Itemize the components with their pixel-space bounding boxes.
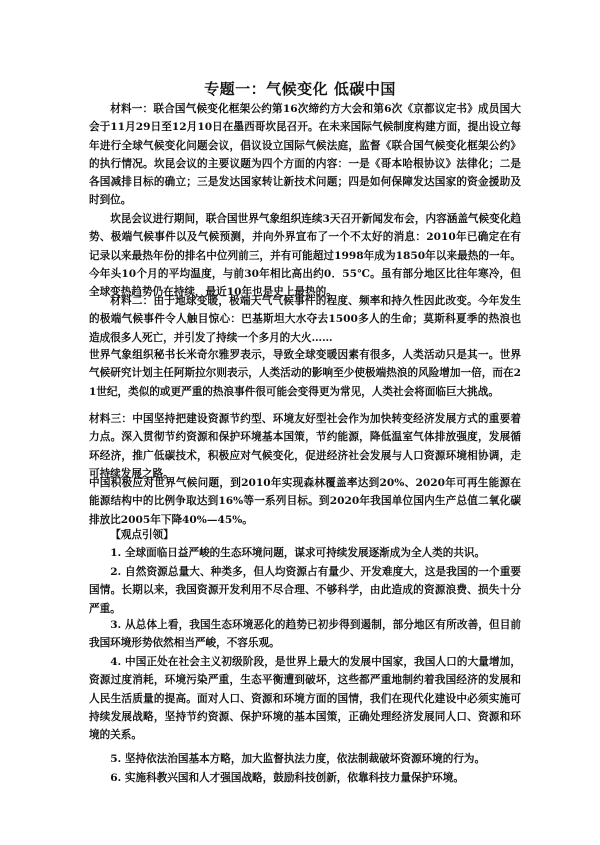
viewpoint-heading: 【观点引领】 xyxy=(110,529,174,541)
material-2-paragraph: 材料二：由于地球变暖，极端天气气候事件的程度、频率和持久性因此改变。今年发生的极端气候事件令人触目惊心：巴基斯坦大水夺去1500多人的生命；莫斯科夏季的热浪也造成很多人死亡，并引发了持续一个多月的大火…… xyxy=(89,295,521,344)
wmo-statement-paragraph: 世界气象组织秘书长米奇尔雅罗表示，导致全球变暖因素有很多，人类活动只是其一。世界气候研究计划主任阿斯拉尔则表示，人类活动的影响至少使极端热浪的风险增加一倍，而在21世纪，类似的或更严重的热浪事件很可能会变得更为常见，人类社会将面临巨大挑战。 xyxy=(89,349,521,398)
material-1-paragraph: 材料一：联合国气候变化框架公约第16次缔约方大会和第6次《京都议定书》成员国大会于11月29日至12月10日在墨西哥坎昆召开。在未来国际气候制度构建方面，提出设立每年进行全球气候变化问题会议，倡议设立国际气候法庭，监督《联合国气候变化框架公约》的执行情况。坎昆会议的主要议题为四个方面的内容：一是《哥本哈根协议》法律化；二是各国减排目标的确立；三是发达国家转让新技术问题；四是如何保障发达国家的资金援助及时到位。 xyxy=(89,103,521,207)
viewpoint-4: 4. 中国正处在社会主义初级阶段，是世界上最大的发展中国家，我国人口的大量增加，资源过度消耗，环境污染严重，生态平衡遭到破坏，这些都严重地制约着我国经济的发展和人民生活质量的提高。面对人口、资源和环境方面的国情，我们在现代化建设中必须实施可持续发展战略，坚持节约资源、保护环境的基本国策，正确处理经济发展同人口、资源和环境的关系。 xyxy=(89,656,521,742)
material-3-paragraph: 材料三：中国坚持把建设资源节约型、环境友好型社会作为加快转变经济发展方式的重要着力点。深入贯彻节约资源和保护环境基本国策，节约能源，降低温室气体排放强度，发展循环经济，推广低碳技术，积极应对气候变化，促进经济社会发展与人口资源环境相协调，走可持续发展之路。 xyxy=(89,413,521,480)
viewpoint-3: 3. 从总体上看，我国生态环境恶化的趋势已初步得到遏制，部分地区有所改善，但目前我国环境形势依然相当严峻，不容乐观。 xyxy=(89,619,521,650)
viewpoint-6: 6. 实施科教兴国和人才强国战略，鼓励科技创新，依靠科技力量保护环境。 xyxy=(110,772,464,784)
china-targets-paragraph: 中国积极应对世界气候问题，到2010年实现森林覆盖率达到20%、2020年可再生能源在能源结构中的比例争取达到16%等一系列目标。到2020年我国单位国内生产总值二氧化碳排放比2005年下降40%—45%。 xyxy=(89,477,521,526)
viewpoint-2: 2. 自然资源总量大、种类多，但人均资源占有量少、开发难度大，这是我国的一个重要国情。长期以来，我国资源开发利用不尽合理、不够科学，由此造成的资源浪费、损失十分严重。 xyxy=(89,566,521,615)
viewpoint-1: 1. 全球面临日益严峻的生态环境问题，谋求可持续发展逐渐成为全人类的共识。 xyxy=(110,547,486,559)
cancun-meeting-paragraph: 坎昆会议进行期间，联合国世界气象组织连续3天召开新闻发布会，内容涵盖气候变化趋势、极端气候事件以及气候预测，并向外界宣布了一个不太好的消息：2010年已确定在有记录以来最热年份的排名中位列前三，并有可能超过1998年成为1850年以来最热的一年。今年头10个月的平均温度，与前30年相比高出约0．55℃。虽有部分地区比往年寒冷，但全球变热趋势仍在持续，最近10年也是史上最热的。 xyxy=(89,213,521,299)
viewpoint-5: 5. 坚持依法治国基本方略，加大监督执法力度，依法制裁破坏资源环境的行为。 xyxy=(110,753,486,765)
page-title: 专题一：气候变化 低碳中国 xyxy=(204,80,396,98)
